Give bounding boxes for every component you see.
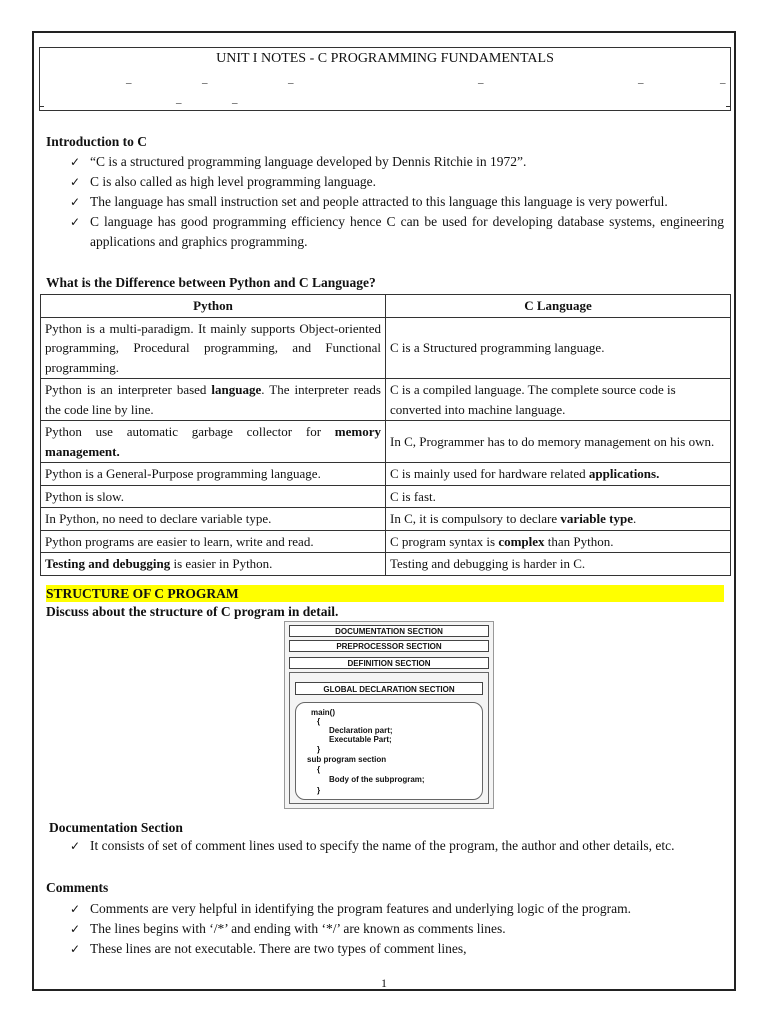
structure-banner: STRUCTURE OF C PROGRAM	[46, 585, 724, 602]
list-item: ✓ These lines are not executable. There are two types of comment lines,	[72, 939, 724, 959]
code-line: sub program section	[307, 755, 387, 764]
table-row	[41, 553, 731, 576]
table-row	[41, 421, 731, 463]
code-line: }	[317, 786, 321, 795]
header-dash: _	[176, 93, 182, 105]
check-mark-icon: ✓	[70, 195, 81, 209]
header-dash: _	[232, 93, 238, 105]
table-cell: C is a Structured programming language.	[386, 317, 731, 379]
table-cell: In C, Programmer has to do memory management on his own.	[386, 421, 731, 463]
table-cell: Testing and debugging is easier in Python.	[41, 553, 386, 576]
document-title: UNIT I NOTES - C PROGRAMMING FUNDAMENTALS	[216, 51, 554, 66]
bracket-left	[39, 88, 44, 107]
difference-heading: What is the Difference between Python and C Language?	[46, 275, 376, 290]
table-row	[41, 317, 731, 379]
check-mark-icon: ✓	[70, 215, 81, 229]
comparison-table	[40, 294, 731, 576]
definition-section-box: DEFINITION SECTION	[289, 657, 489, 669]
table-row	[41, 530, 731, 553]
check-mark-icon: ✓	[70, 175, 81, 189]
list-item: ✓ The lines begins with ‘/*’ and ending with ‘*/’ are known as comments lines.	[72, 919, 724, 939]
code-line: {	[317, 765, 321, 774]
intro-heading: Introduction to C	[46, 134, 148, 149]
documentation-heading: Documentation Section	[49, 820, 183, 835]
preprocessor-section-box: PREPROCESSOR SECTION	[289, 640, 489, 652]
code-line: }	[317, 745, 321, 754]
table-row	[41, 379, 731, 421]
intro-list	[72, 152, 724, 252]
header-dash: _	[288, 73, 294, 85]
table-cell: In Python, no need to declare variable type.	[41, 508, 386, 531]
table-cell: In C, it is compulsory to declare variable type.	[386, 508, 731, 531]
check-mark-icon: ✓	[70, 839, 81, 853]
check-mark-icon: ✓	[70, 902, 81, 916]
page	[32, 31, 736, 991]
header-dash: _	[126, 73, 132, 85]
page-number: 1	[381, 976, 387, 990]
program-structure-diagram	[284, 621, 494, 809]
header-dash: _	[478, 73, 484, 85]
code-line: main()	[311, 708, 335, 717]
bracket-right	[726, 88, 731, 107]
header-dash: _	[638, 73, 644, 85]
list-item: ✓ It consists of set of comment lines used to specify the name of the program, the author and other details, etc.	[72, 836, 724, 856]
code-line: Executable Part;	[329, 735, 392, 744]
list-item: ✓ “C is a structured programming language developed by Dennis Ritchie in 1972”.	[72, 152, 724, 172]
documentation-section-box: DOCUMENTATION SECTION	[289, 625, 489, 637]
check-mark-icon: ✓	[70, 942, 81, 956]
table-row	[41, 508, 731, 531]
table-cell: Python is a multi-paradigm. It mainly supports Object-oriented programming, Procedural programming, and Functional programming.	[41, 317, 386, 379]
table-cell: Python is an interpreter based language. The interpreter reads the code line by line.	[41, 379, 386, 421]
header-box	[39, 47, 731, 111]
list-item: ✓ C is also called as high level programming language.	[72, 172, 724, 192]
structure-question: Discuss about the structure of C program in detail.	[46, 604, 339, 619]
column-header-c: C Language	[386, 295, 731, 318]
table-row	[41, 463, 731, 486]
code-line: Declaration part;	[329, 726, 393, 735]
check-mark-icon: ✓	[70, 922, 81, 936]
table-cell: Python is a General-Purpose programming language.	[41, 463, 386, 486]
comments-list	[72, 899, 724, 959]
list-item: ✓ C language has good programming efficiency hence C can be used for developing database systems, engineering applications and graphics programming.	[70, 214, 724, 249]
header-dash: _	[202, 73, 208, 85]
global-declaration-box: GLOBAL DECLARATION SECTION	[295, 682, 483, 695]
table-cell: Testing and debugging is harder in C.	[386, 553, 731, 576]
code-line: {	[317, 717, 321, 726]
table-cell: Python programs are easier to learn, write and read.	[41, 530, 386, 553]
table-cell: C is a compiled language. The complete source code is converted into machine language.	[386, 379, 731, 421]
list-item: ✓ Comments are very helpful in identifying the program features and underlying logic of the program.	[72, 899, 724, 919]
table-cell: C is fast.	[386, 485, 731, 508]
table-header-row	[41, 295, 731, 318]
table-row	[41, 485, 731, 508]
table-cell: Python is slow.	[41, 485, 386, 508]
table-cell: Python use automatic garbage collector for memory management.	[41, 421, 386, 463]
table-cell: C is mainly used for hardware related applications.	[386, 463, 731, 486]
documentation-list	[72, 836, 724, 856]
table-cell: C program syntax is complex than Python.	[386, 530, 731, 553]
code-line: Body of the subprogram;	[329, 775, 425, 784]
check-mark-icon: ✓	[70, 155, 81, 169]
comments-heading: Comments	[46, 880, 109, 895]
column-header-python: Python	[41, 295, 386, 318]
header-dash: _	[720, 73, 726, 85]
list-item: ✓ The language has small instruction set and people attracted to this language this language is very powerful.	[72, 192, 724, 212]
